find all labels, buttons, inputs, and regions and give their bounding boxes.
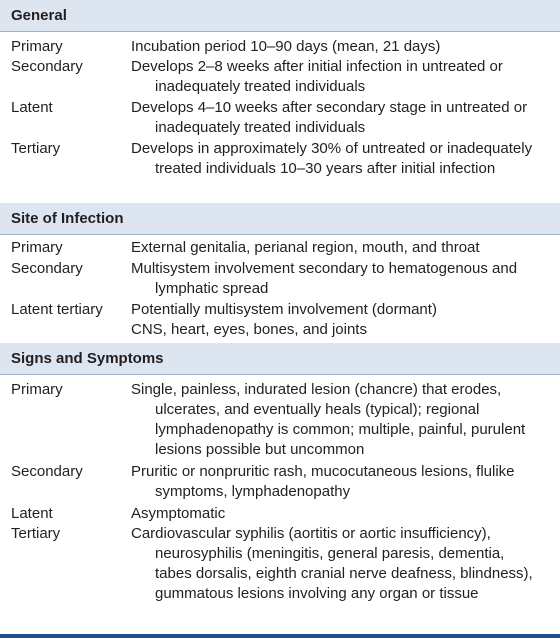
row-text: Asymptomatic (131, 505, 226, 522)
section-title: Site of Infection (11, 210, 124, 227)
row-label: Latent tertiary (11, 301, 103, 318)
row-text: Single, painless, indurated lesion (chancre) that erodes, ulcerates, and eventually heals (typical); regional lymphadenopathy is common; multiple, painful, purulent lesions possible but uncommon (131, 381, 526, 458)
row-text: Incubation period 10–90 days (mean, 21 days) (131, 38, 441, 55)
section-title: Signs and Symptoms (11, 350, 164, 367)
row-label: Primary (11, 239, 63, 256)
row-text: Develops in approximately 30% of untreated or inadequately treated individuals 10–30 years after initial infection (131, 140, 533, 177)
row-text: CNS, heart, eyes, bones, and joints (131, 321, 367, 338)
row-label: Latent (11, 99, 53, 116)
section-header-general (0, 0, 560, 32)
row-text: Multisystem involvement secondary to hematogenous and lymphatic spread (131, 260, 518, 297)
section-header-signs-and-symptoms (0, 343, 560, 375)
row-text: Develops 4–10 weeks after secondary stage in untreated or inadequately treated individuals (131, 99, 528, 136)
row-text: Potentially multisystem involvement (dormant) (131, 301, 437, 318)
row-text: External genitalia, perianal region, mouth, and throat (131, 239, 480, 256)
row-text: Develops 2–8 weeks after initial infection in untreated or inadequately treated individuals (131, 58, 503, 95)
row-label: Primary (11, 381, 63, 398)
row-label: Secondary (11, 463, 83, 480)
row-text: Pruritic or nonpruritic rash, mucocutaneous lesions, flulike symptoms, lymphadenopathy (131, 463, 515, 500)
section-title: General (11, 7, 67, 24)
row-label: Primary (11, 38, 63, 55)
row-label: Tertiary (11, 140, 61, 157)
row-label: Latent (11, 505, 53, 522)
row-label: Tertiary (11, 525, 61, 542)
section-header-site-of-infection (0, 203, 560, 235)
row-text: Cardiovascular syphilis (aortitis or aortic insufficiency), neurosyphilis (meningitis, general paresis, dementia, tabes dorsalis, eighth cranial nerve deafness, blindness), gummatous lesions involving any organ or tissue (131, 525, 533, 602)
table-bottom-rule (0, 634, 560, 638)
row-label: Secondary (11, 260, 83, 277)
row-label: Secondary (11, 58, 83, 75)
